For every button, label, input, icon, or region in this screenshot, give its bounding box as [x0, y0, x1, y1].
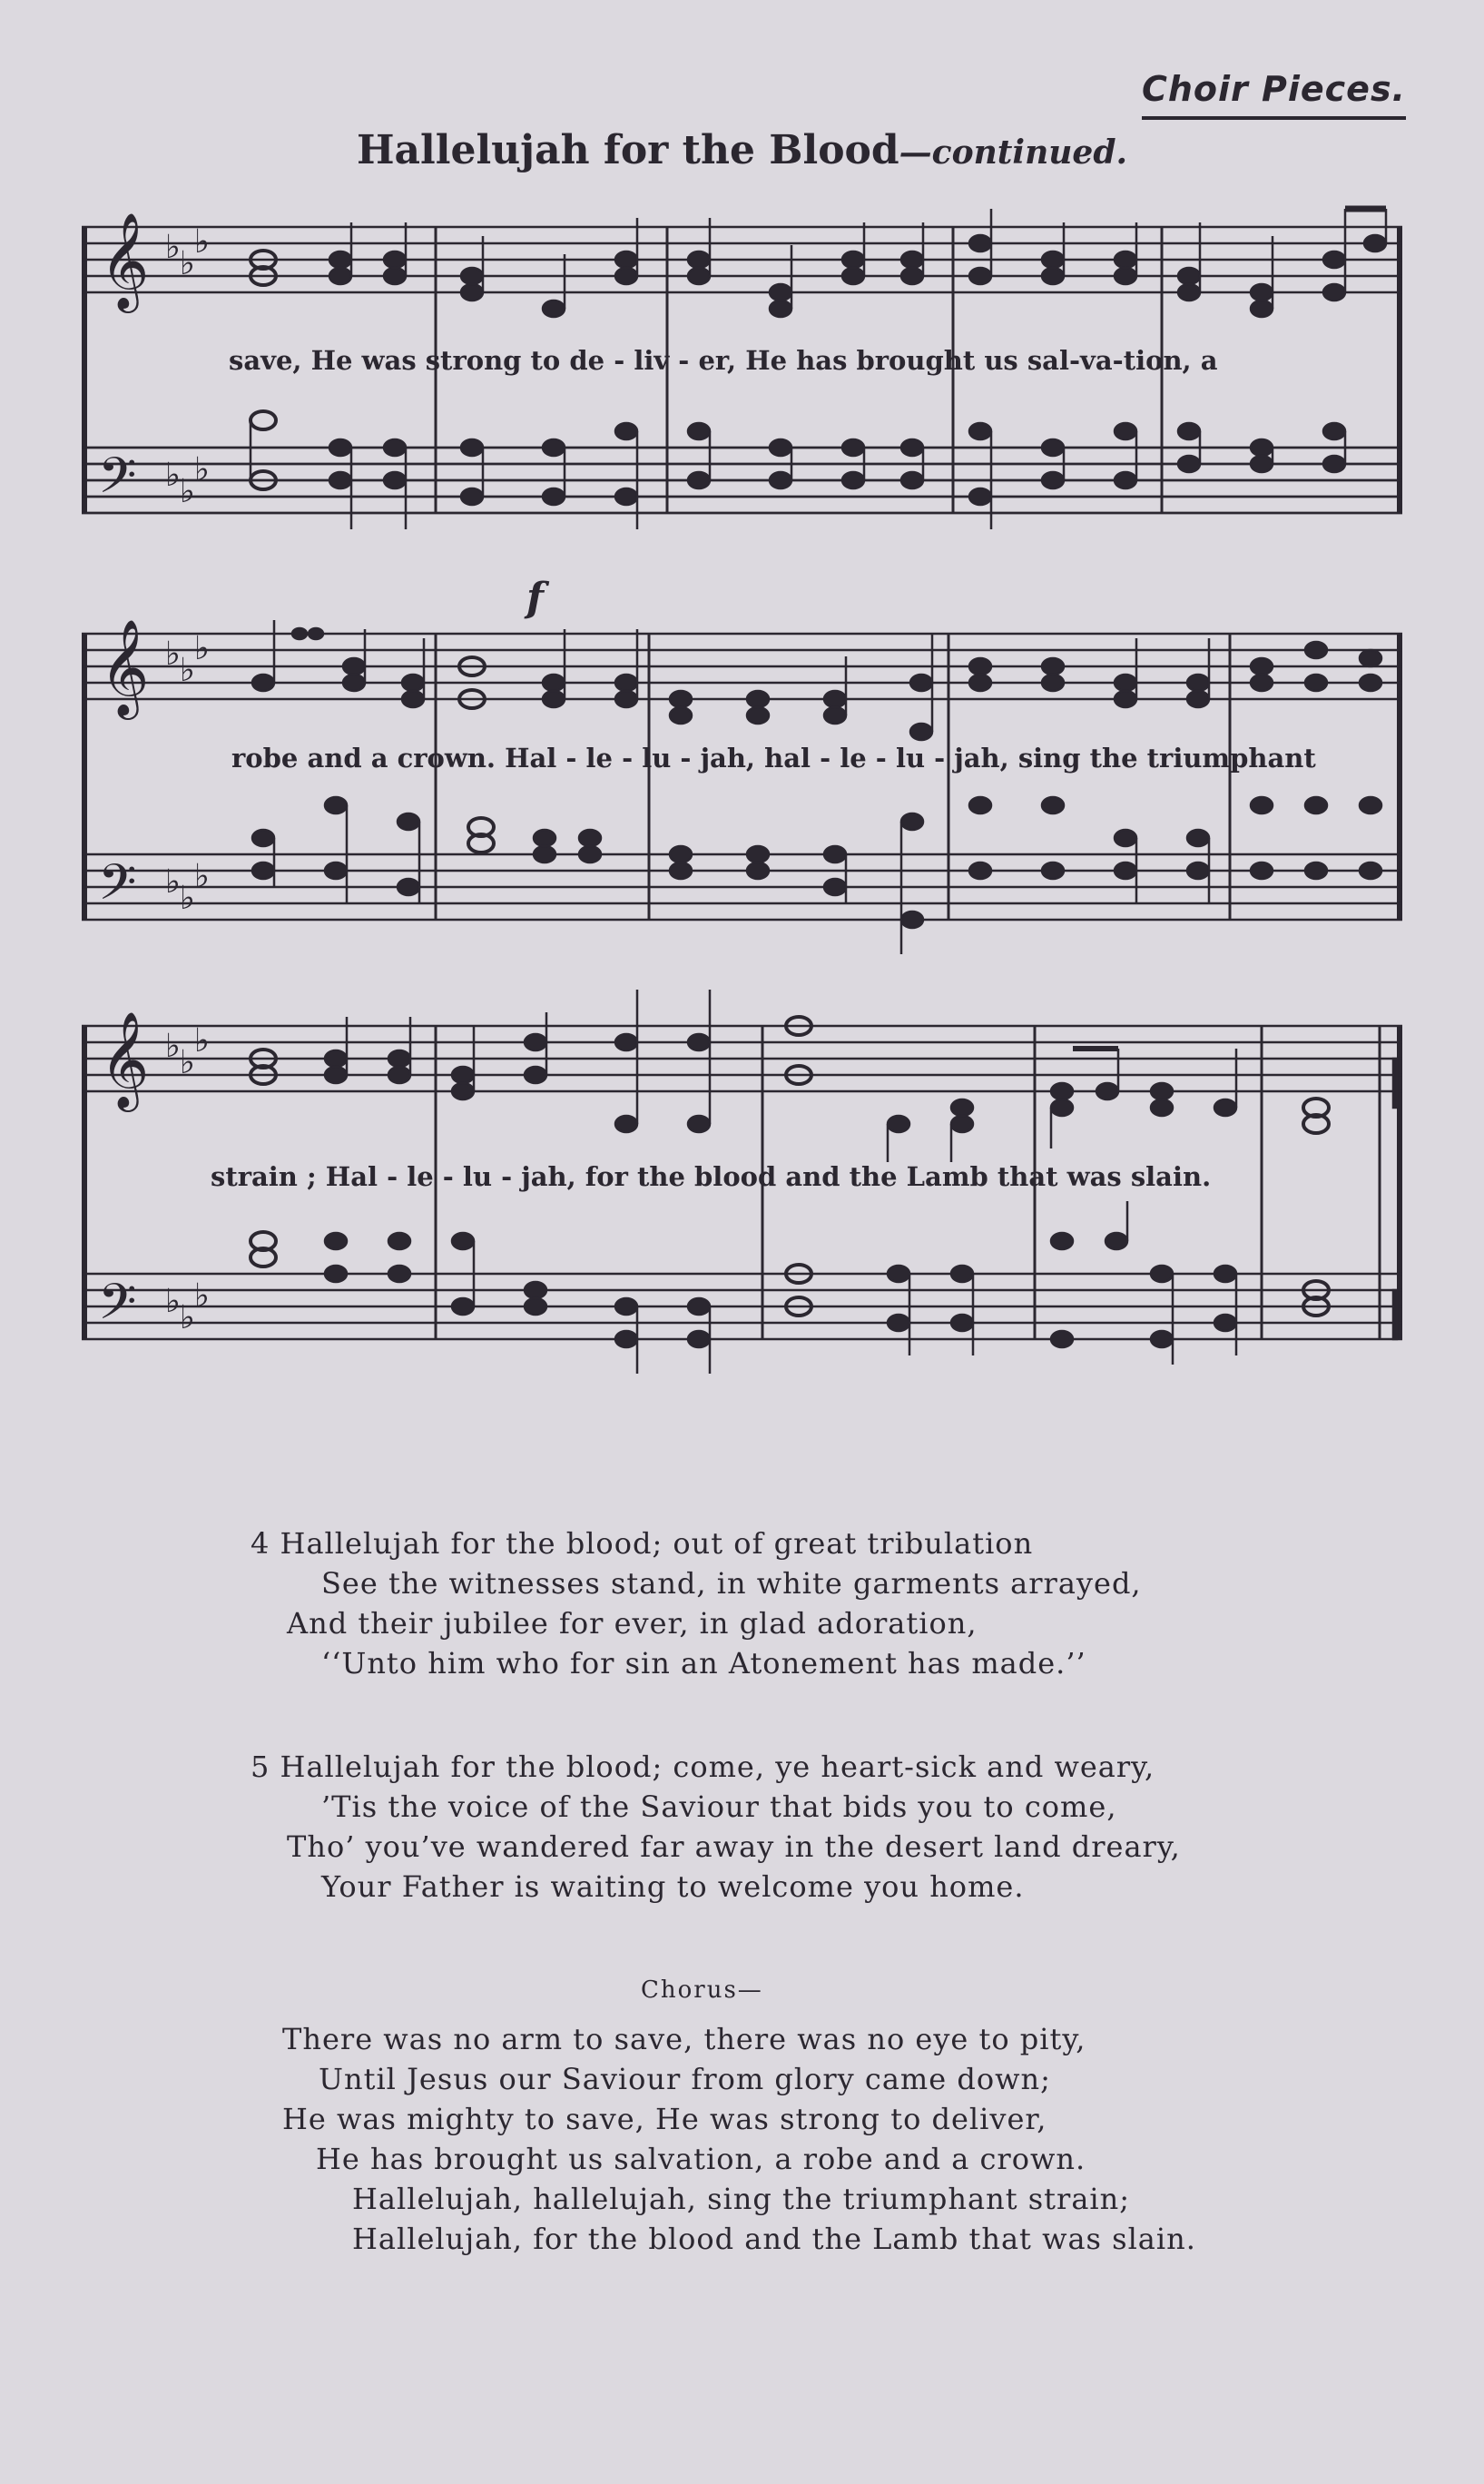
verse-line: See the witnesses stand, in white garments arrayed, [321, 1566, 1142, 1601]
svg-text:𝄢: 𝄢 [98, 853, 137, 923]
treble-clef-icon: 𝄞 [100, 212, 150, 309]
verses-block [251, 1523, 1340, 2259]
chorus [251, 1970, 1340, 2259]
verse-line: ’Tis the voice of the Saviour that bids you to come, [321, 1789, 1117, 1824]
lyric-line-3: strain ; Hal - le - lu - jah, for the blood and the Lamb that was slain. [211, 1161, 1212, 1192]
svg-text:♭: ♭ [165, 863, 181, 901]
chorus-line: He has brought us salvation, a robe and a crown. [316, 2142, 1086, 2176]
chorus-line: Hallelujah, hallelujah, sing the triumphant strain; [352, 2182, 1131, 2216]
verse-line: ‘‘Unto him who for sin an Atonement has made.’’ [321, 1646, 1086, 1681]
flat-icon: ♭ [165, 229, 181, 266]
svg-text:♭: ♭ [165, 457, 181, 494]
forte-dynamic: f [526, 575, 544, 621]
chorus-line: Hallelujah, for the blood and the Lamb that was slain. [352, 2222, 1196, 2256]
svg-text:𝄞: 𝄞 [100, 618, 150, 715]
lyric-line-1: save, He was strong to de - liv - er, He has brought us sal-va-tion, a [229, 345, 1218, 376]
svg-text:𝄢: 𝄢 [98, 1273, 137, 1343]
svg-text:♭: ♭ [180, 473, 195, 510]
svg-text:♭: ♭ [194, 223, 210, 261]
song-title-continued: —continued. [899, 133, 1128, 172]
svg-text:♭: ♭ [180, 1299, 195, 1336]
verse-4 [251, 1523, 1340, 1683]
chorus-line: He was mighty to save, He was strong to deliver, [282, 2102, 1047, 2136]
lyric-line-2: robe and a crown. Hal - le - lu - jah, hal - le - lu - jah, sing the triumphant [231, 743, 1316, 774]
svg-text:♭: ♭ [180, 880, 195, 917]
verse-line: Tho’ you’ve wandered far away in the desert land dreary, [287, 1829, 1181, 1864]
svg-text:♭: ♭ [180, 245, 195, 282]
svg-text:♭: ♭ [194, 451, 210, 488]
svg-text:♭: ♭ [194, 858, 210, 895]
verse-line: 4 Hallelujah for the blood; out of great tribulation [251, 1526, 1034, 1561]
verse-5 [251, 1747, 1340, 1907]
chorus-line: Until Jesus our Saviour from glory came down; [319, 2062, 1051, 2096]
chorus-line: There was no arm to save, there was no eye to pity, [282, 2022, 1086, 2056]
verse-line: 5 Hallelujah for the blood; come, ye heart-sick and weary, [251, 1750, 1155, 1784]
svg-text:♭: ♭ [180, 652, 195, 689]
chorus-label: Chorus— [641, 1976, 763, 2004]
svg-text:♭: ♭ [165, 636, 181, 673]
svg-text:♭: ♭ [194, 1277, 210, 1315]
song-title-main: Hallelujah for the Blood [356, 127, 899, 173]
svg-text:𝄞: 𝄞 [100, 1010, 150, 1108]
verse-line: And their jubilee for ever, in glad adoration, [287, 1606, 978, 1641]
section-label: Choir Pieces. [1142, 69, 1406, 120]
svg-text:♭: ♭ [165, 1283, 181, 1320]
bass-clef-icon: 𝄢 [98, 447, 137, 517]
svg-text:♭: ♭ [194, 630, 210, 667]
svg-text:♭: ♭ [180, 1044, 195, 1081]
treble-staff [82, 227, 1402, 292]
svg-text:♭: ♭ [165, 1028, 181, 1065]
svg-text:♭: ♭ [194, 1022, 210, 1060]
verse-line: Your Father is waiting to welcome you home. [321, 1869, 1025, 1904]
